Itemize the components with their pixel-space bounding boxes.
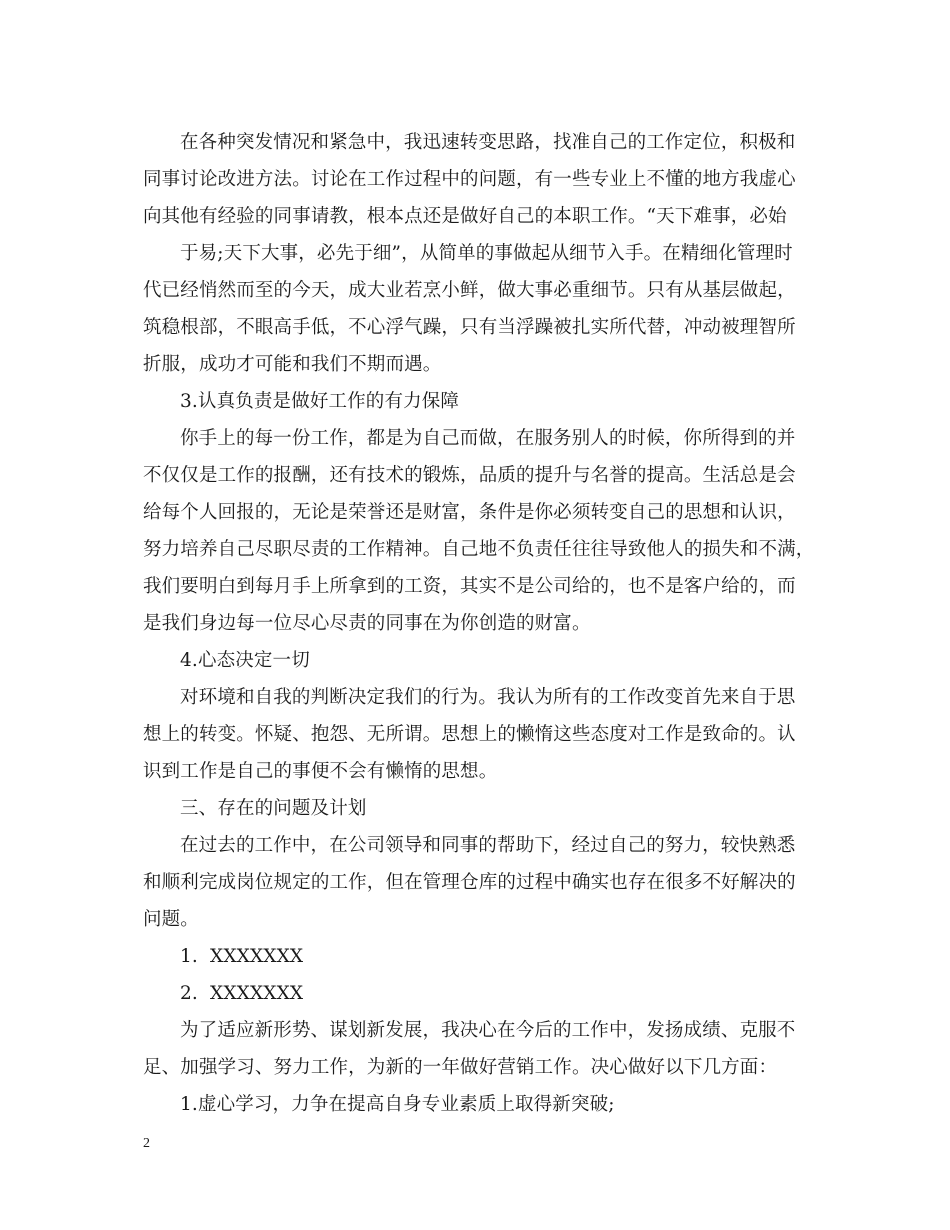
- paragraph-line: 和顺利完成岗位规定的工作，但在管理仓库的过程中确实也存在很多不好解决的: [143, 872, 796, 893]
- paragraph-line: 你手上的每一份工作，都是为自己而做，在服务别人的时候，你所得到的并: [180, 428, 796, 449]
- paragraph-line: 在过去的工作中，在公司领导和同事的帮助下，经过自己的努力，较快熟悉: [180, 835, 796, 856]
- paragraph-line: 努力培养自己尽职尽责的工作精神。自己地不负责任往往导致他人的损失和不满，: [143, 539, 815, 560]
- paragraph-line: 于易;天下大事，必先于细”，从简单的事做起从细节入手。在精细化管理时: [180, 243, 793, 264]
- paragraph-line: 足、加强学习、努力工作，为新的一年做好营销工作。决心做好以下几方面：: [143, 1057, 778, 1078]
- paragraph-line: 同事讨论改进方法。讨论在工作过程中的问题，有一些专业上不懂的地方我虚心: [143, 169, 796, 190]
- section-heading: 三、存在的问题及计划: [180, 798, 367, 819]
- list-item: 2. XXXXXXX: [180, 983, 304, 1004]
- paragraph-line: 筑稳根部，不眼高手低，不心浮气躁，只有当浮躁被扎实所代替，冲动被理智所: [143, 317, 796, 338]
- paragraph-line: 问题。: [143, 909, 199, 930]
- paragraph-line: 为了适应新形势、谋划新发展，我决心在今后的工作中，发扬成绩、克服不: [180, 1020, 796, 1041]
- paragraph-line: 向其他有经验的同事请教，根本点还是做好自己的本职工作。“天下难事，必始: [143, 206, 787, 227]
- page-number: 2: [143, 1136, 150, 1151]
- paragraph-line: 想上的转变。怀疑、抱怨、无所谓。思想上的懒惰这些态度对工作是致命的。认: [143, 724, 796, 745]
- paragraph-line: 对环境和自我的判断决定我们的行为。我认为所有的工作改变首先来自于思: [180, 687, 796, 708]
- paragraph-line: 给每个人回报的，无论是荣誉还是财富，条件是你必须转变自己的思想和认识，: [143, 502, 796, 523]
- paragraph-line: 折服，成功才可能和我们不期而遇。: [143, 354, 442, 375]
- list-item: 1. XXXXXXX: [180, 946, 304, 967]
- paragraph-line: 在各种突发情况和紧急中，我迅速转变思路，找准自己的工作定位，积极和: [180, 132, 796, 153]
- section-heading: 3.认真负责是做好工作的有力保障: [180, 391, 460, 412]
- paragraph-line: 我们要明白到每月手上所拿到的工资，其实不是公司给的，也不是客户给的，而: [143, 576, 796, 597]
- paragraph-line: 识到工作是自己的事便不会有懒惰的思想。: [143, 761, 498, 782]
- paragraph-line: 是我们身边每一位尽心尽责的同事在为你创造的财富。: [143, 613, 591, 634]
- paragraph-line: 不仅仅是工作的报酬，还有技术的锻炼，品质的提升与名誉的提高。生活总是会: [143, 465, 796, 486]
- section-heading: 4.心态决定一切: [180, 650, 310, 671]
- paragraph-line: 代已经悄然而至的今天，成大业若烹小鲜，做大事必重细节。只有从基层做起，: [143, 280, 796, 301]
- list-item: 1.虚心学习，力争在提高自身专业素质上取得新突破;: [180, 1094, 615, 1115]
